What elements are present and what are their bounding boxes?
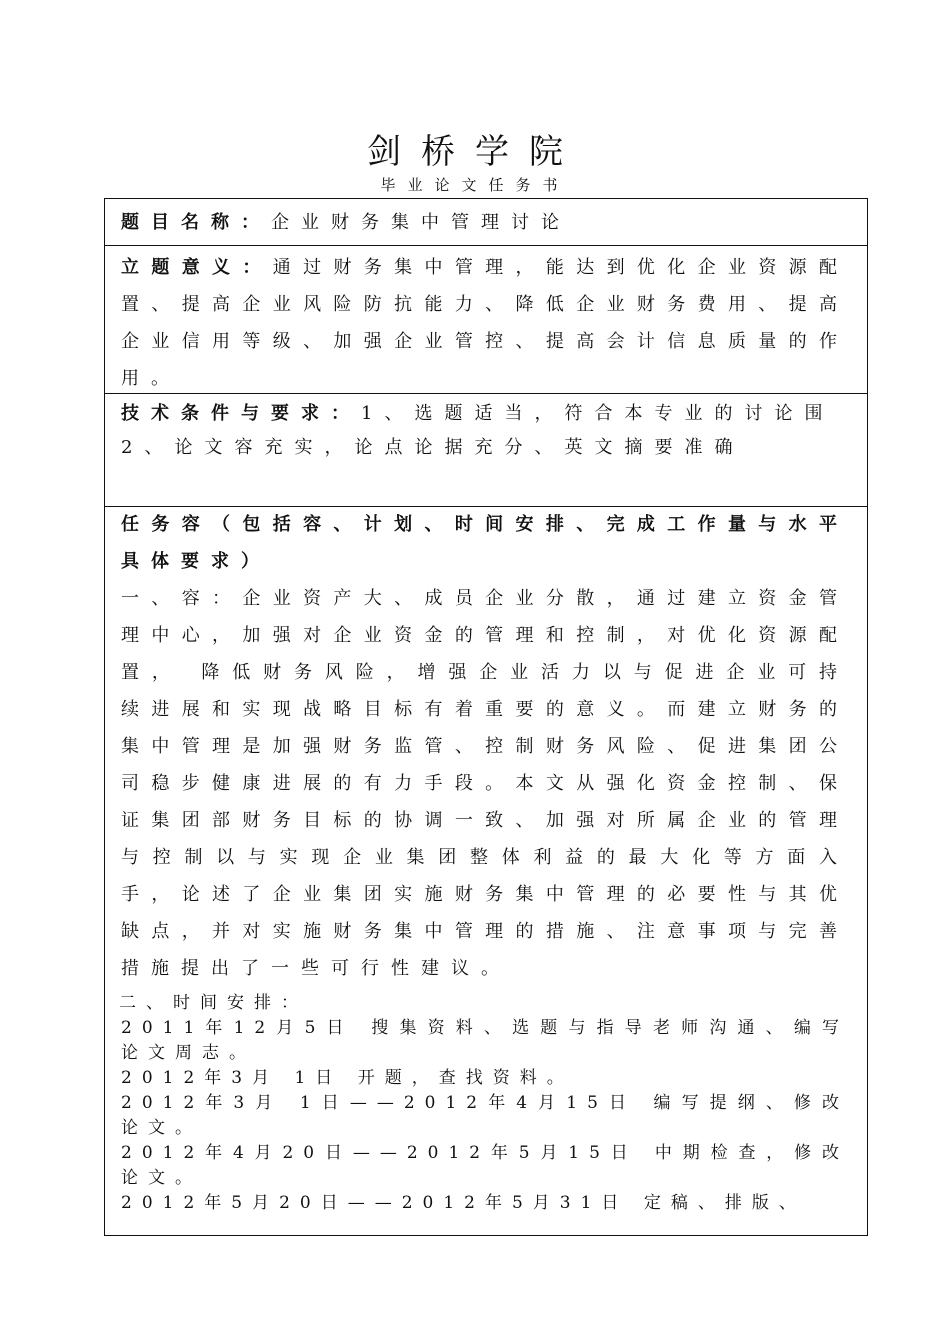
significance-value: 通过财务集中管理，能达到优化企业资源配置、提高企业风险防抗能力、降低企业财务费用、提高企业信用等级、加强企业管控、提高会计信息质量的作用。 — [121, 257, 850, 389]
tasks-row — [105, 506, 867, 1236]
requirements-item-1: 1、选题适当，符合本专业的讨论围 — [361, 403, 835, 424]
requirements-row — [105, 393, 867, 507]
significance-row — [105, 245, 867, 394]
task-table — [104, 198, 868, 1236]
document-subtitle: 毕业论文任务书 — [380, 176, 570, 194]
schedule-item: 2012年3月 1日 开题，查找资料。 — [121, 1068, 574, 1088]
significance-label: 立题意义： — [121, 257, 273, 278]
topic-label: 题目名称： — [121, 212, 271, 233]
requirements-label: 技术条件与要求： — [121, 403, 361, 424]
schedule-item: 2012年4月20日——2012年5月15日 中期检查，修改论文。 — [121, 1143, 849, 1188]
tasks-content: 一、容：企业资产大、成员企业分散，通过建立资金管理中心，加强对企业资金的管理和控制，对优化资源配置， 降低财务风险，增强企业活力以与促进企业可持续进展和实现战略目标有着重要的意义。而建立财务的集中管理是加强财务监管、控制财务风险、促进集团公司稳步健康进展的有力手段。本文从强化资金控制、保证集团部财务目标的协调一致、加强对所属企业的管理与控制以与实现企业集团整体利益的最大化等方面入手，论述了企业集团实施财务集中管理的必要性与其优缺点，并对实施财务集中管理的措施、注意事项与完善措施提出了一些可行性建议。 — [121, 588, 849, 979]
tasks-label: 任务容（包括容、计划、时间安排、完成工作量与水平具体要求） — [121, 514, 849, 572]
requirements-item-2: 2、论文容充实，论点论据充分、英文摘要准确 — [121, 437, 745, 458]
school-title: 剑桥学院 — [367, 132, 583, 172]
topic-value: 企业财务集中管理讨论 — [271, 212, 571, 233]
topic-row — [105, 199, 867, 246]
schedule-item: 2011年12月5日 搜集资料、选题与指导老师沟通、编写论文周志。 — [121, 1018, 849, 1063]
schedule-item: 2012年3月 1日——2012年4月15日 编写提纲、修改论文。 — [121, 1093, 849, 1138]
schedule-item: 2012年5月20日——2012年5月31日 定稿、排版、 — [121, 1193, 806, 1213]
schedule-heading: 二、时间安排： — [119, 993, 308, 1013]
